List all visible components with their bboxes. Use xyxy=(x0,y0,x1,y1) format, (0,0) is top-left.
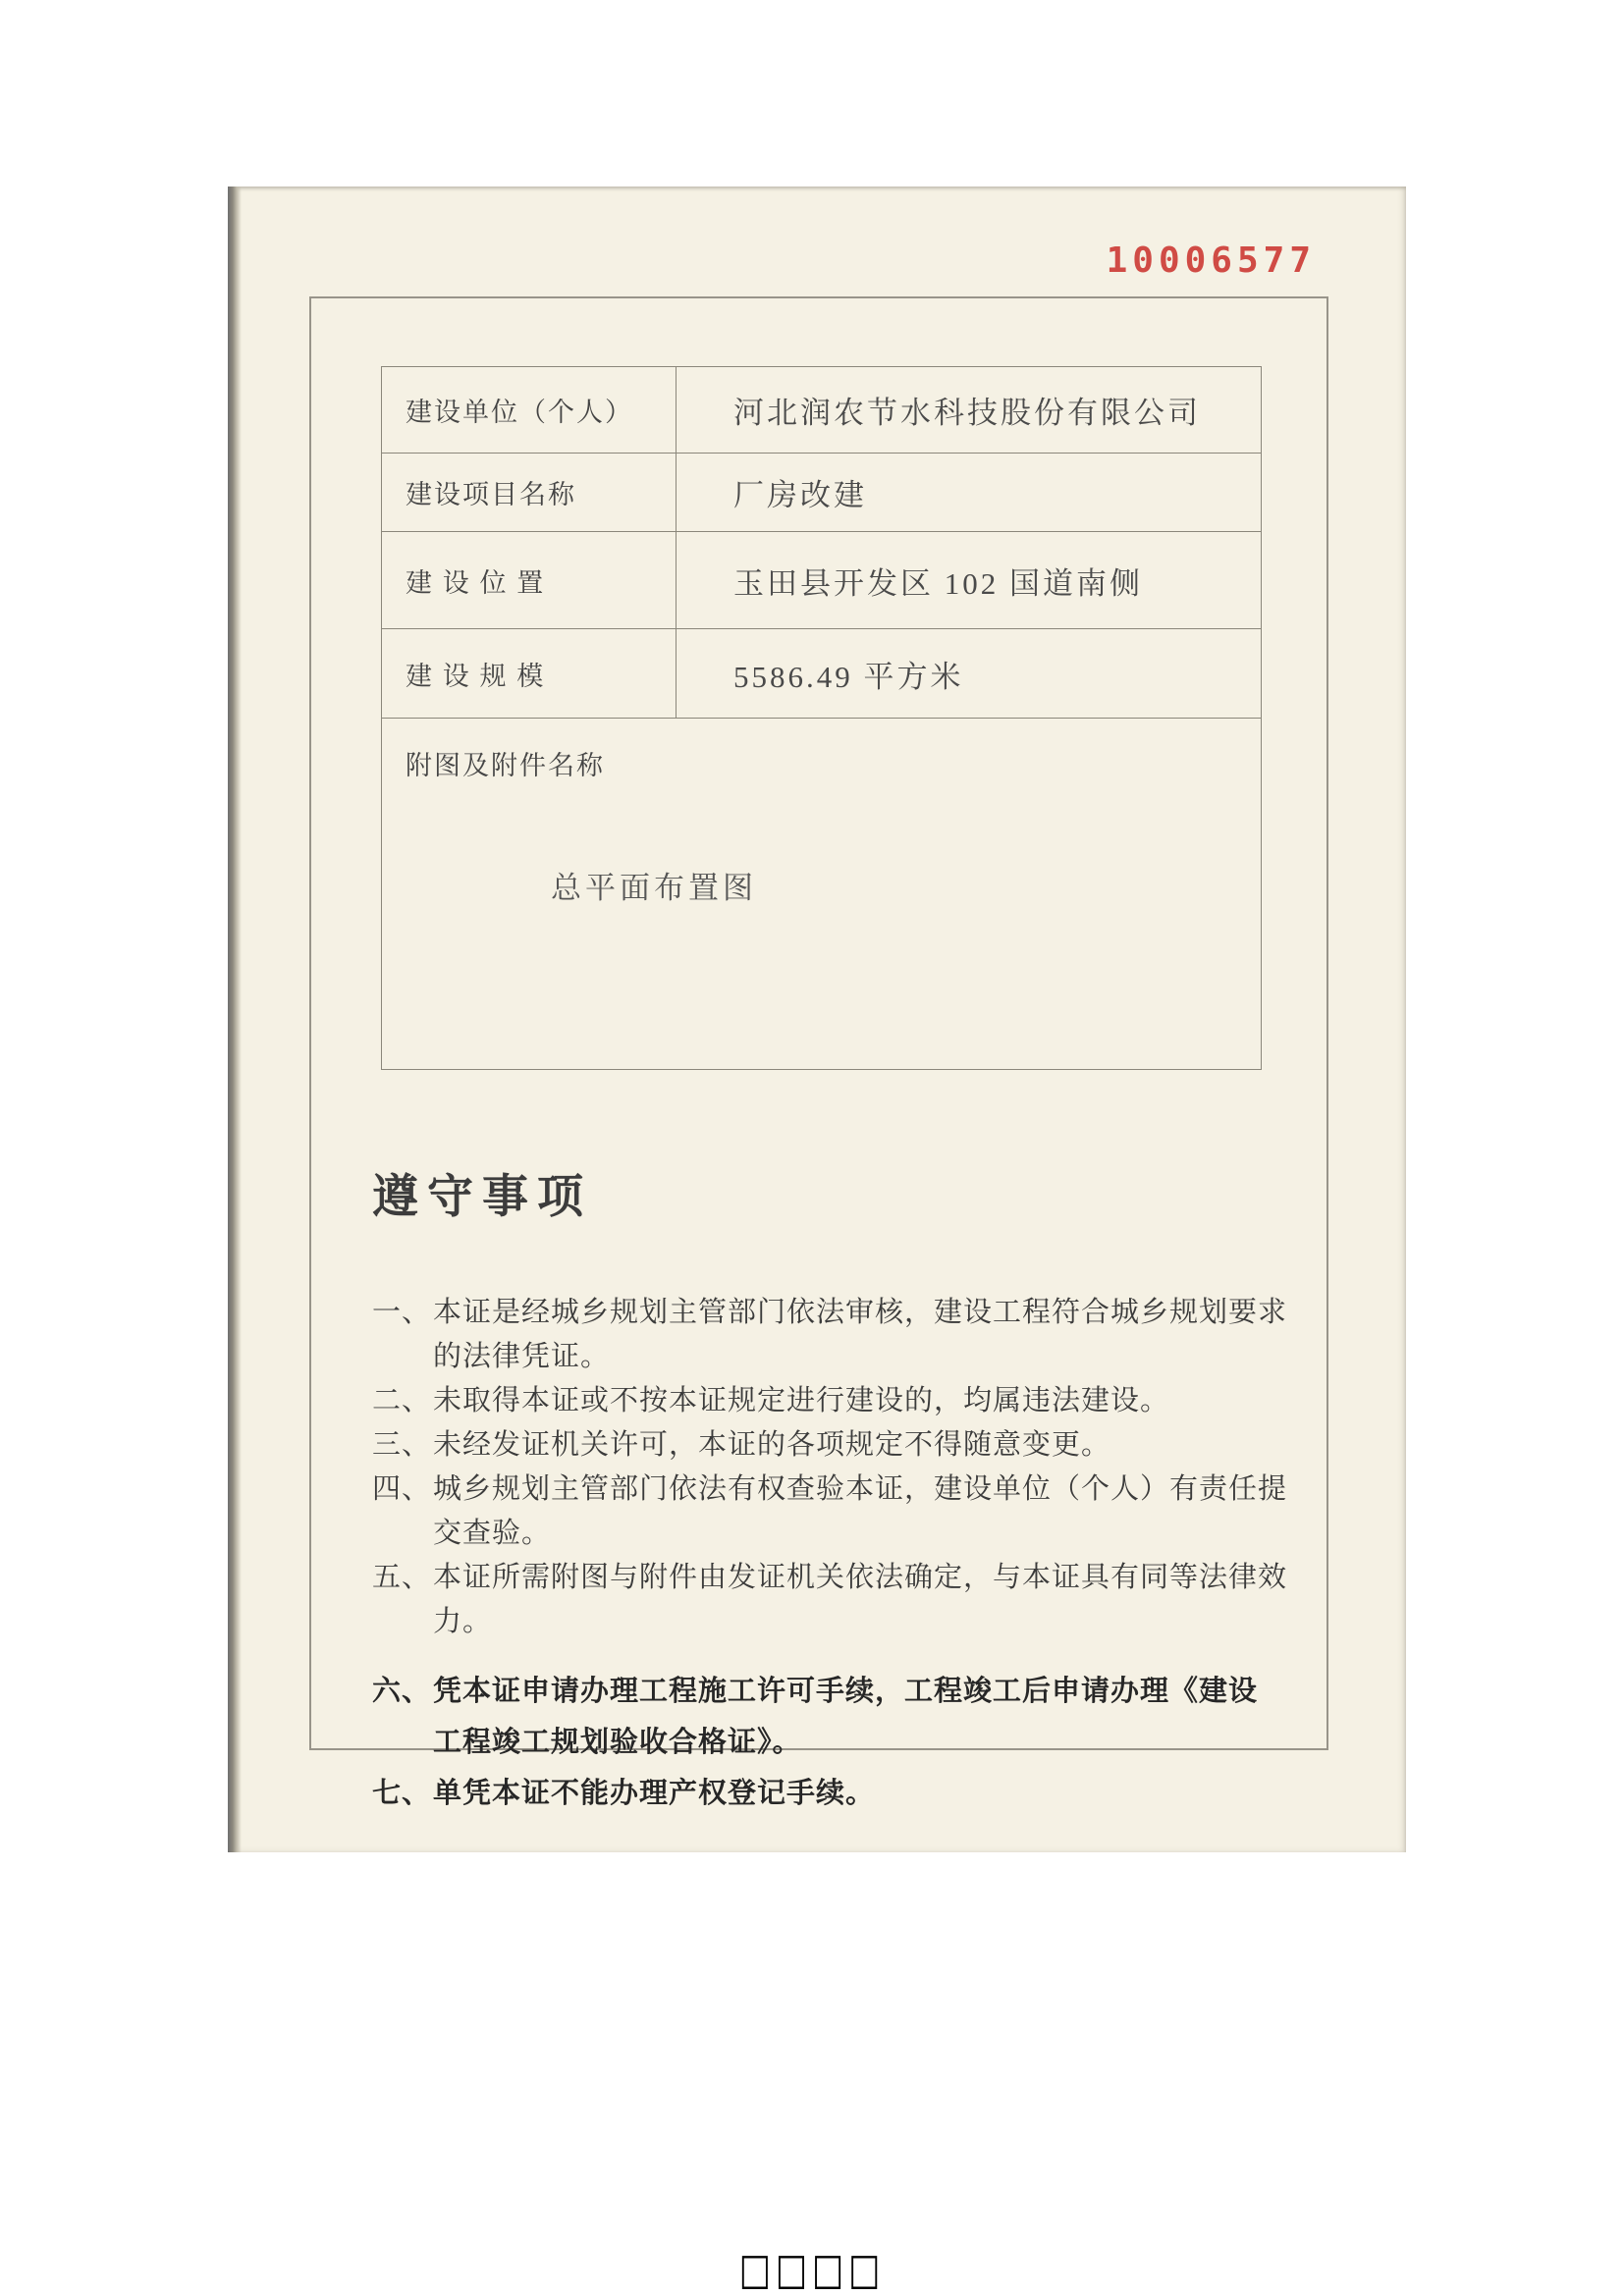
table-row xyxy=(382,454,1261,532)
field-label-construction-location: 建 设 位 置 xyxy=(382,532,677,628)
item-number: 二、 xyxy=(372,1385,432,1416)
field-label-project-name: 建设项目名称 xyxy=(382,454,677,531)
certificate-border xyxy=(309,296,1328,1809)
certificate-paper xyxy=(228,187,1406,1852)
item-text xyxy=(433,1666,1258,1768)
field-label-construction-scale: 建 设 规 模 xyxy=(382,629,677,718)
attachment-label: 附图及附件名称 xyxy=(406,751,605,780)
item-text xyxy=(433,1423,1110,1468)
item-text-line: 工程竣工规划验收合格证》。 xyxy=(433,1727,802,1758)
list-item xyxy=(372,1556,1295,1644)
attachment-value: 总平面布置图 xyxy=(551,871,757,905)
field-label-construction-unit: 建设单位（个人） xyxy=(382,367,677,453)
list-item xyxy=(372,1468,1295,1556)
item-number: 四、 xyxy=(372,1473,432,1505)
item-text-line: 本证是经城乡规划主管部门依法审核，建设工程符合城乡规划要求 xyxy=(433,1297,1288,1328)
table-row xyxy=(382,629,1261,719)
info-table xyxy=(381,366,1262,1070)
serial-number-stamp: 10006577 xyxy=(1106,240,1316,281)
item-text xyxy=(433,1772,875,1816)
attachment-cell xyxy=(382,719,1261,1069)
item-text-line: 单凭本证不能办理产权登记手续。 xyxy=(433,1778,876,1809)
compliance-section xyxy=(372,1160,1295,1816)
item-text-line: 交查验。 xyxy=(433,1518,552,1549)
item-text xyxy=(433,1291,1287,1379)
item-number: 七、 xyxy=(372,1778,432,1809)
field-value-construction-location: 玉田县开发区 102 国道南侧 xyxy=(733,565,1143,601)
page-spine-shadow xyxy=(228,187,242,1852)
compliance-title: 遵守事项 xyxy=(372,1172,592,1223)
item-text-line: 未经发证机关许可，本证的各项规定不得随意变更。 xyxy=(433,1429,1111,1461)
compliance-list xyxy=(372,1291,1295,1816)
list-item xyxy=(372,1379,1295,1423)
item-text xyxy=(433,1379,1169,1423)
item-text xyxy=(433,1556,1287,1644)
item-text-line: 城乡规划主管部门依法有权查验本证，建设单位（个人）有责任提 xyxy=(433,1473,1288,1505)
list-item xyxy=(372,1423,1295,1468)
table-row xyxy=(382,532,1261,629)
item-number: 一、 xyxy=(372,1297,432,1328)
field-value-project-name: 厂房改建 xyxy=(733,478,867,512)
list-item xyxy=(372,1666,1295,1768)
item-text-line: 未取得本证或不按本证规定进行建设的，均属违法建设。 xyxy=(433,1385,1170,1416)
item-text xyxy=(433,1468,1287,1556)
list-item xyxy=(372,1772,1295,1816)
item-number: 六、 xyxy=(372,1676,432,1707)
footer-placeholder-glyphs: □□□□ xyxy=(738,2244,886,2295)
item-number: 三、 xyxy=(372,1429,432,1461)
item-text-line: 本证所需附图与附件由发证机关依法确定，与本证具有同等法律效 xyxy=(433,1562,1288,1593)
list-item xyxy=(372,1291,1295,1379)
item-text-line: 力。 xyxy=(433,1606,493,1637)
item-number: 五、 xyxy=(372,1562,432,1593)
item-text-line: 的法律凭证。 xyxy=(433,1341,611,1372)
item-text-line: 凭本证申请办理工程施工许可手续，工程竣工后申请办理《建设 xyxy=(433,1676,1259,1707)
table-row xyxy=(382,367,1261,454)
field-value-construction-scale: 5586.49 平方米 xyxy=(733,659,964,694)
field-value-construction-unit: 河北润农节水科技股份有限公司 xyxy=(733,396,1201,430)
